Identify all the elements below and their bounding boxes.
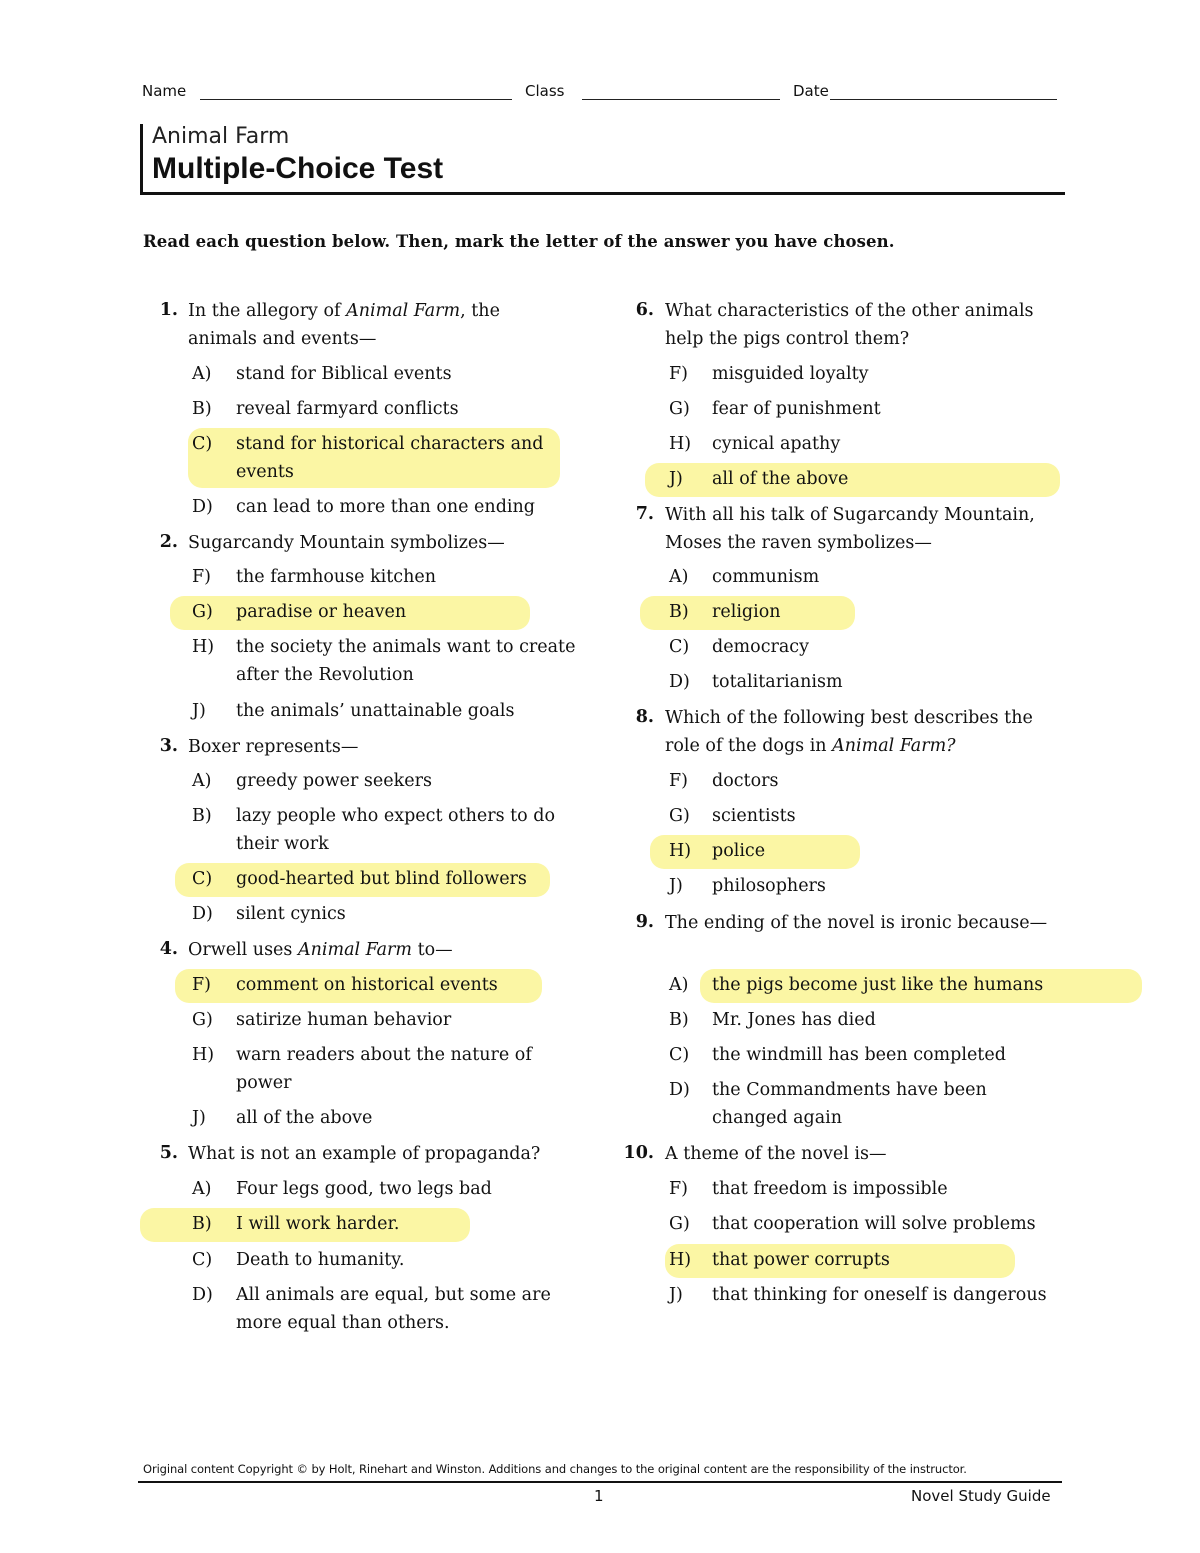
option-text[interactable]: stand for historical characters and events [236,434,544,482]
question-text [665,704,1065,760]
option-text[interactable]: Death to humanity. [236,1250,405,1270]
option-text[interactable]: that power corrupts [712,1250,890,1270]
option-letter[interactable]: J) [669,469,683,489]
option-letter[interactable]: B) [192,399,212,419]
guide-label: Novel Study Guide [911,1487,1051,1505]
option-letter[interactable]: C) [192,1250,213,1270]
question-text-italic: Animal Farm [346,301,461,321]
option-letter[interactable]: H) [192,637,215,657]
option-text[interactable]: religion [712,602,781,622]
question-number: 6. [635,300,654,320]
question-text [188,1140,568,1168]
option-letter[interactable]: J) [669,1285,683,1305]
question-number: 3. [159,736,178,756]
option-letter[interactable]: D) [669,672,690,692]
option-text[interactable]: misguided loyalty [712,364,869,384]
question-number: 4. [159,939,178,959]
option-text[interactable]: that thinking for oneself is dangerous [712,1285,1047,1305]
date-label: Date [793,82,829,100]
class-label: Class [525,82,565,100]
option-letter[interactable]: B) [669,602,689,622]
question-text-part: With all his talk of Sugarcandy Mountain, Moses the raven symbolizes— [665,505,1035,553]
question-text-part: , the animals and events— [188,301,500,349]
option-text[interactable]: fear of punishment [712,399,881,419]
option-text[interactable]: all of the above [712,469,849,489]
question-text-part: Orwell uses [188,940,298,960]
option-letter[interactable]: B) [669,1010,689,1030]
option-letter[interactable]: B) [192,1214,212,1234]
footer-divider [138,1481,1062,1483]
option-letter[interactable]: A) [192,771,212,791]
question-text-part: to— [412,940,453,960]
option-letter[interactable]: J) [192,701,206,721]
option-letter[interactable]: J) [669,876,683,896]
name-field[interactable] [200,99,512,100]
option-letter[interactable]: D) [192,904,213,924]
question-text [665,1140,1065,1168]
option-text[interactable]: the animals’ unattainable goals [236,701,515,721]
option-letter[interactable]: H) [669,434,692,454]
option-letter[interactable]: F) [192,975,211,995]
option-text[interactable]: stand for Biblical events [236,364,452,384]
question-number: 2. [159,532,178,552]
option-text[interactable]: that cooperation will solve problems [712,1214,1036,1234]
option-letter[interactable]: A) [192,364,212,384]
option-letter[interactable]: F) [669,1179,688,1199]
book-title: Animal Farm [152,124,290,149]
option-text[interactable]: good-hearted but blind followers [236,869,527,889]
option-text[interactable]: greedy power seekers [236,771,432,791]
option-letter[interactable]: F) [192,567,211,587]
option-text[interactable]: all of the above [236,1108,373,1128]
option-text[interactable]: silent cynics [236,904,346,924]
question-number: 9. [635,912,654,932]
question-text [188,733,568,761]
question-text-italic: Animal Farm [297,940,413,960]
option-text[interactable]: democracy [712,637,809,657]
question-number: 1. [159,300,178,320]
option-text[interactable]: totalitarianism [712,672,843,692]
option-text[interactable]: Four legs good, two legs bad [236,1179,492,1199]
question-number: 10. [623,1143,654,1163]
option-text[interactable]: reveal farmyard conflicts [236,399,459,419]
option-text[interactable]: that freedom is impossible [712,1179,948,1199]
option-text[interactable]: doctors [712,771,779,791]
option-letter[interactable]: A) [192,1179,212,1199]
option-letter[interactable]: C) [669,637,690,657]
date-field[interactable] [830,99,1057,100]
option-text[interactable]: cynical apathy [712,434,841,454]
question-text [665,297,1065,353]
option-letter[interactable]: H) [669,1250,692,1270]
page-title: Multiple-Choice Test [152,152,444,185]
question-text [188,297,568,353]
question-text-part: Boxer represents— [188,737,359,757]
option-text[interactable]: I will work harder. [236,1214,400,1234]
option-letter[interactable]: H) [669,841,692,861]
option-text[interactable]: the pigs become just like the humans [712,975,1044,995]
question-text-part: A theme of the novel is— [665,1144,887,1164]
option-letter[interactable]: C) [192,869,213,889]
option-letter[interactable]: A) [669,567,689,587]
question-text-part: What characteristics of the other animals help the pigs control them? [665,301,1034,349]
option-text[interactable]: the farmhouse kitchen [236,567,437,587]
option-text[interactable]: All animals are equal, but some are more equal than others. [236,1285,551,1333]
option-letter[interactable]: G) [669,1214,690,1234]
page-number: 1 [594,1487,604,1505]
question-number: 7. [635,504,654,524]
question-text [188,936,568,964]
question-text-part: Sugarcandy Mountain symbolizes— [188,533,505,553]
option-letter[interactable]: G) [669,399,690,419]
question-text [665,909,1065,937]
option-letter[interactable]: B) [192,806,212,826]
option-letter[interactable]: J) [192,1108,206,1128]
question-text [665,501,1065,557]
option-text[interactable]: can lead to more than one ending [236,497,535,517]
question-text-part: Which of the following best describes the role of the dogs in [665,708,1033,756]
copyright-notice: Original content Copyright © by Holt, Rinehart and Winston. Additions and changes to the original content are the responsibility of the instructor. [143,1462,967,1476]
option-text[interactable]: comment on historical events [236,975,498,995]
option-letter[interactable]: C) [669,1045,690,1065]
option-text[interactable]: the society the animals want to create after the Revolution [236,637,576,685]
option-text[interactable]: the windmill has been completed [712,1045,1006,1065]
option-letter[interactable]: G) [192,1010,213,1030]
question-text [188,529,568,557]
option-letter[interactable]: C) [192,434,213,454]
question-text-part: In the allegory of [188,301,347,321]
option-letter[interactable]: H) [192,1045,215,1065]
question-text-italic: Animal Farm? [832,736,956,756]
option-letter[interactable]: D) [669,1080,690,1100]
option-letter[interactable]: F) [669,364,688,384]
option-text[interactable]: philosophers [712,876,826,896]
option-text[interactable]: police [712,841,766,861]
option-text[interactable]: Mr. Jones has died [712,1010,876,1030]
option-text[interactable]: lazy people who expect others to do their work [236,806,556,854]
question-number: 8. [635,707,654,727]
option-letter[interactable]: G) [192,602,213,622]
question-text-part: The ending of the novel is ironic because— [665,913,1048,933]
option-text[interactable]: the Commandments have been changed again [712,1080,987,1128]
question-text-part: What is not an example of propaganda? [188,1144,541,1164]
option-text[interactable]: warn readers about the nature of power [236,1045,532,1093]
option-letter[interactable]: D) [192,497,213,517]
option-letter[interactable]: F) [669,771,688,791]
question-number: 5. [159,1143,178,1163]
option-text[interactable]: paradise or heaven [236,602,407,622]
instructions: Read each question below. Then, mark the letter of the answer you have chosen. [143,232,895,251]
option-letter[interactable]: G) [669,806,690,826]
class-field[interactable] [582,99,780,100]
option-text[interactable]: communism [712,567,820,587]
option-text[interactable]: scientists [712,806,796,826]
option-letter[interactable]: A) [669,975,689,995]
name-label: Name [142,82,187,100]
option-text[interactable]: satirize human behavior [236,1010,452,1030]
option-letter[interactable]: D) [192,1285,213,1305]
